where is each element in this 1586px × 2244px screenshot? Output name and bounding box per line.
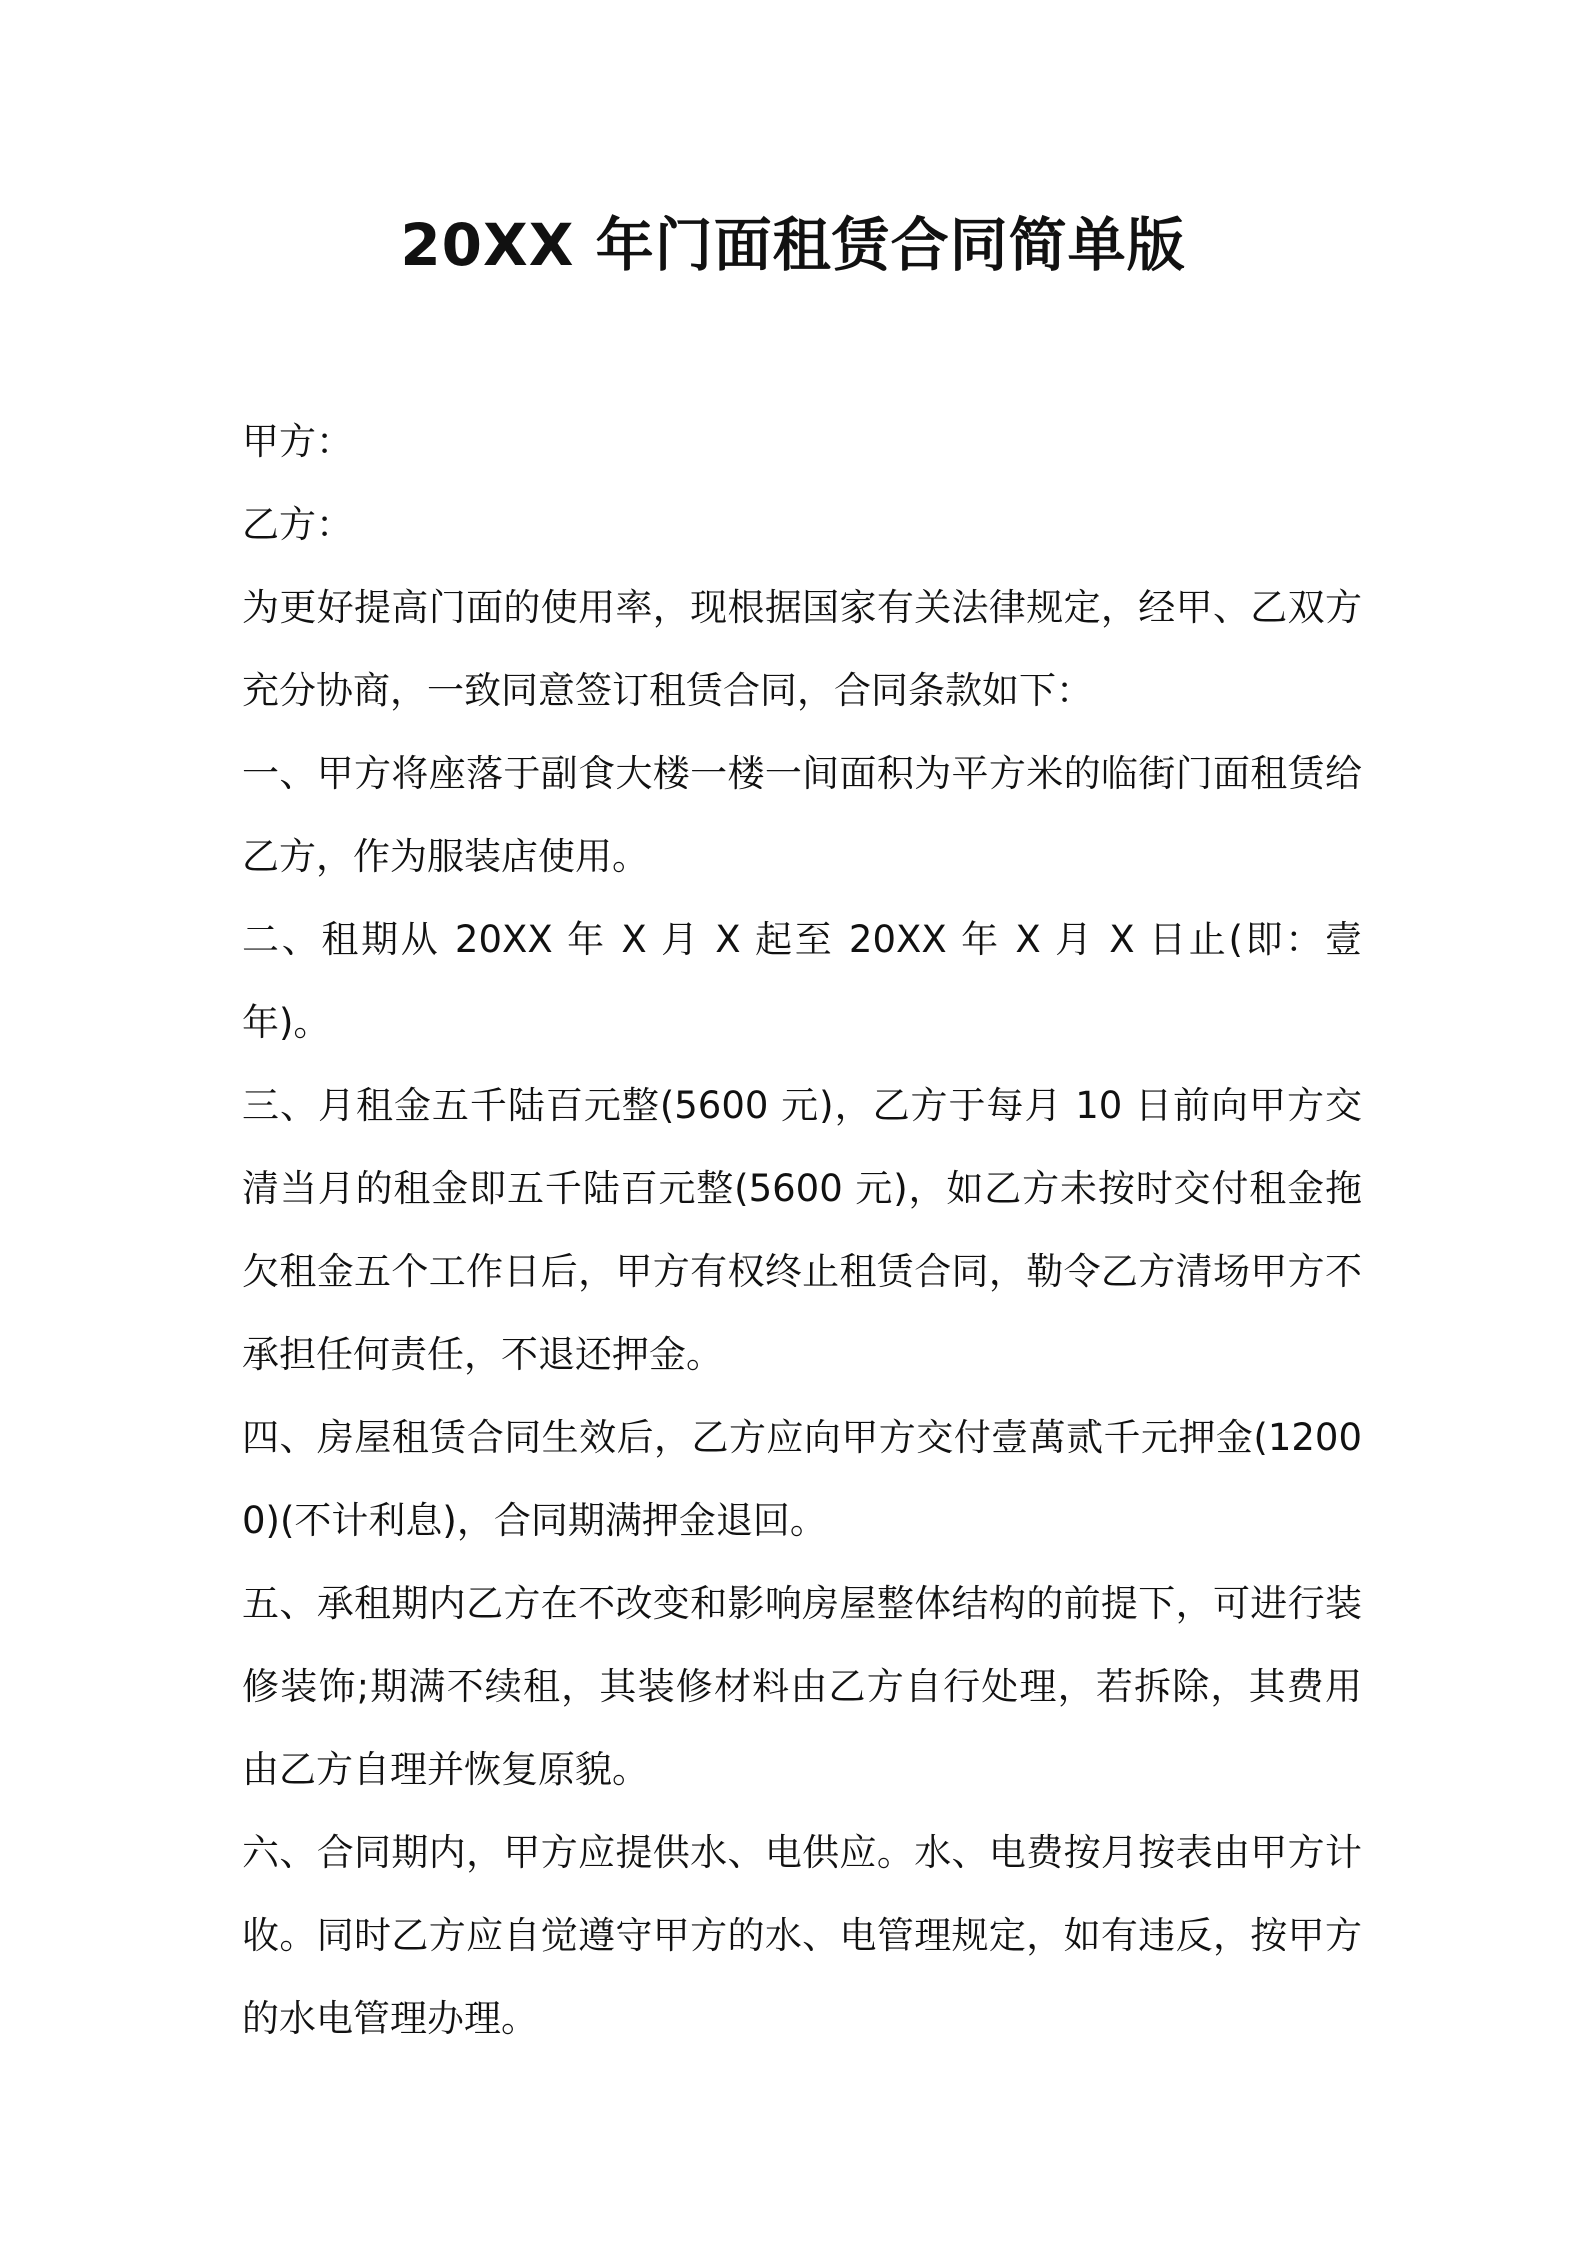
clause-4: 四、房屋租赁合同生效后，乙方应向甲方交付壹萬贰千元押金(12000)(不计利息)，合同期满押金退回。 [242,1416,1362,1542]
clause-5: 五、承租期内乙方在不改变和影响房屋整体结构的前提下，可进行装修装饰;期满不续租，其装修材料由乙方自行处理，若拆除，其费用由乙方自理并恢复原貌。 [242,1582,1362,1791]
party-b-line: 乙方： [242,503,353,546]
party-a-line: 甲方： [242,420,353,463]
clause-6: 六、合同期内，甲方应提供水、电供应。水、电费按月按表由甲方计收。同时乙方应自觉遵守甲方的水、电管理规定，如有违反，按甲方的水电管理办理。 [242,1831,1362,2040]
intro-paragraph: 为更好提高门面的使用率，现根据国家有关法律规定，经甲、乙双方充分协商，一致同意签订租赁合同，合同条款如下： [242,586,1362,712]
document-body [242,400,1362,2060]
clause-1: 一、甲方将座落于副食大楼一楼一间面积为平方米的临街门面租赁给乙方，作为服装店使用。 [242,752,1362,878]
clause-3: 三、月租金五千陆百元整(5600 元)，乙方于每月 10 日前向甲方交清当月的租金即五千陆百元整(5600 元)，如乙方未按时交付租金拖欠租金五个工作日后，甲方有权终止租赁合同，勒令乙方清场甲方不承担任何责任，不退还押金。 [242,1084,1362,1376]
clause-2: 二、租期从 20XX 年 X 月 X 起至 20XX 年 X 月 X 日止(即：壹年)。 [242,918,1362,1044]
document-title: 20XX 年门面租赁合同简单版 [400,211,1186,279]
